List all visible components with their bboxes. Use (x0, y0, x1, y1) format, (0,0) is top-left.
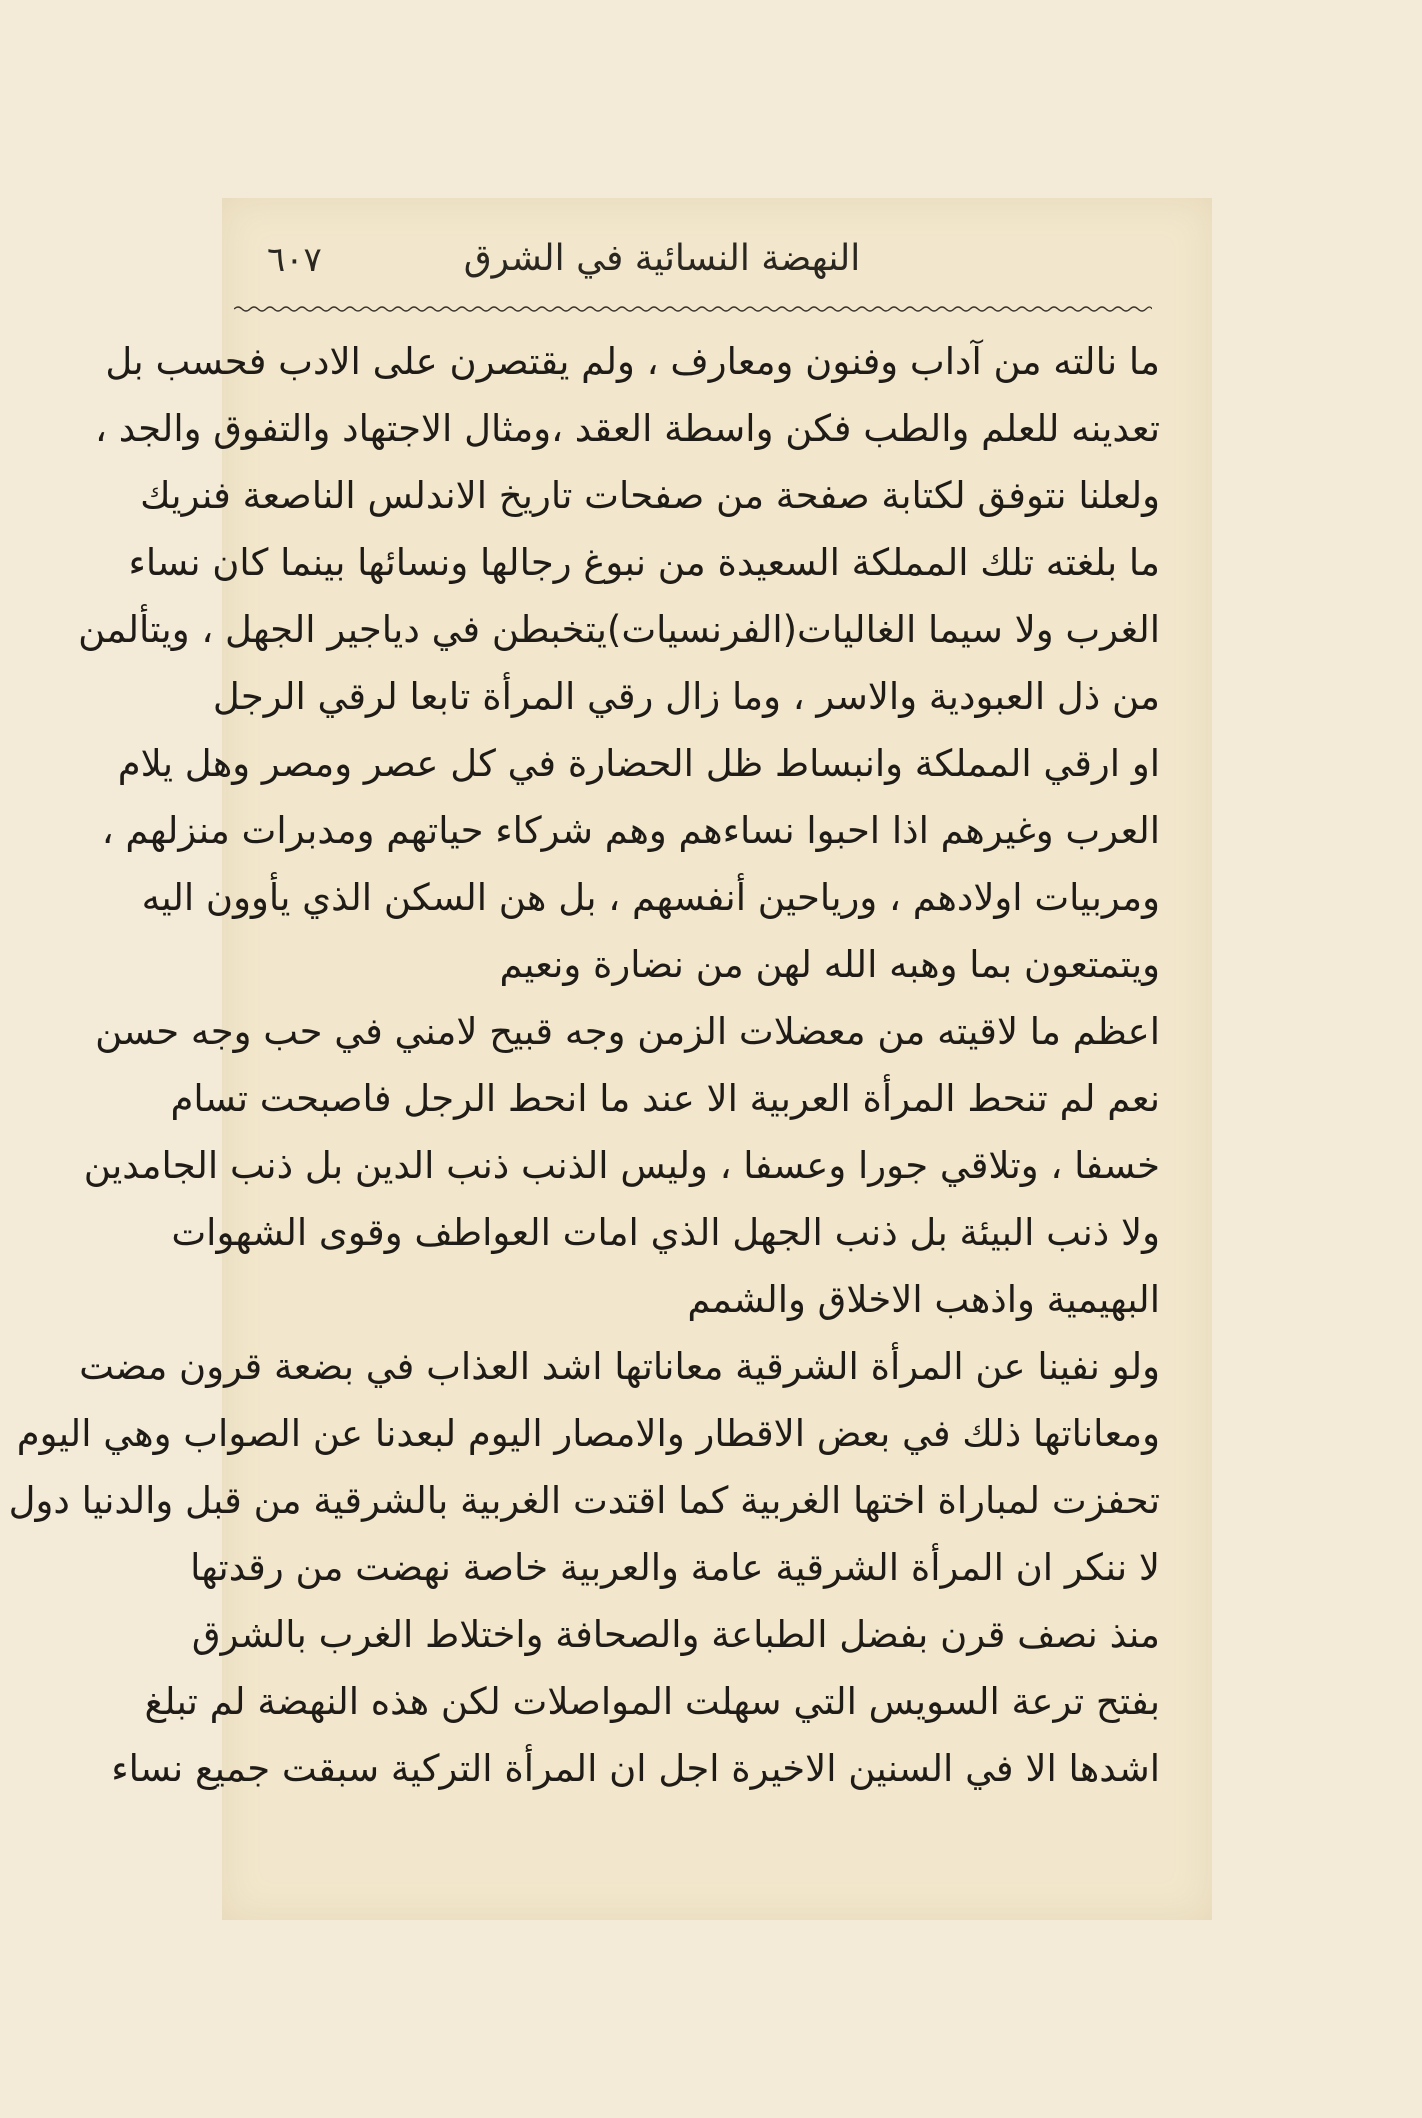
verse-line: اعظم ما لاقيته من معضلات الزمن وجه قبيح لامني في حب وجه حسن (95, 1010, 1160, 1053)
text-line: نعم لم تنحط المرأة العربية الا عند ما انحط الرجل فاصبحت تسام (170, 1077, 1160, 1120)
running-title: النهضة النسائية في الشرق (463, 238, 861, 279)
text-line: من ذل العبودية والاسر ، وما زال رقي المرأة تابعا لرقي الرجل (212, 675, 1160, 718)
page-number: ٦٠٧ (267, 240, 322, 280)
text-line: منذ نصف قرن بفضل الطباعة والصحافة واختلاط الغرب بالشرق (191, 1613, 1160, 1656)
text-line: اشدها الا في السنين الاخيرة اجل ان المرأة التركية سبقت جميع نساء (111, 1747, 1160, 1790)
text-line: الغرب ولا سيما الغاليات(الفرنسيات)يتخبطن في دياجير الجهل ، ويتألمن (78, 608, 1160, 651)
text-line: ولا ذنب البيئة بل ذنب الجهل الذي امات العواطف وقوى الشهوات (171, 1211, 1160, 1254)
header-divider (234, 304, 1152, 314)
text-line: ومعاناتها ذلك في بعض الاقطار والامصار اليوم لبعدنا عن الصواب وهي اليوم (16, 1412, 1160, 1455)
text-line: ما نالته من آداب وفنون ومعارف ، ولم يقتصرن على الادب فحسب بل (105, 340, 1160, 383)
text-line: البهيمية واذهب الاخلاق والشمم (687, 1278, 1160, 1321)
text-line: لا ننكر ان المرأة الشرقية عامة والعربية خاصة نهضت من رقدتها (190, 1546, 1160, 1589)
text-line: ولو نفينا عن المرأة الشرقية معاناتها اشد العذاب في بضعة قرون مضت (79, 1345, 1160, 1388)
text-line: تحفزت لمباراة اختها الغربية كما اقتدت الغربية بالشرقية من قبل والدنيا دول (8, 1479, 1160, 1522)
text-line: ومربيات اولادهم ، ورياحين أنفسهم ، بل هن السكن الذي يأوون اليه (141, 876, 1160, 919)
text-line: العرب وغيرهم اذا احبوا نساءهم وهم شركاء حياتهم ومدبرات منزلهم ، (101, 809, 1160, 852)
page-header (222, 198, 1212, 318)
scanned-page (8, 198, 1212, 1920)
text-line: تعدينه للعلم والطب فكن واسطة العقد ،ومثال الاجتهاد والتفوق والجد ، (95, 407, 1160, 450)
text-line: او ارقي المملكة وانبساط ظل الحضارة في كل عصر ومصر وهل يلام (117, 742, 1160, 785)
text-line: بفتح ترعة السويس التي سهلت المواصلات لكن هذه النهضة لم تبلغ (144, 1680, 1160, 1723)
text-line: ولعلنا نتوفق لكتابة صفحة من صفحات تاريخ الاندلس الناصعة فنريك (140, 474, 1160, 517)
text-line: ويتمتعون بما وهبه الله لهن من نضارة ونعيم (499, 943, 1160, 986)
text-line: خسفا ، وتلاقي جورا وعسفا ، وليس الذنب ذنب الدين بل ذنب الجامدين (83, 1144, 1160, 1187)
text-line: ما بلغته تلك المملكة السعيدة من نبوغ رجالها ونسائها بينما كان نساء (128, 541, 1160, 584)
